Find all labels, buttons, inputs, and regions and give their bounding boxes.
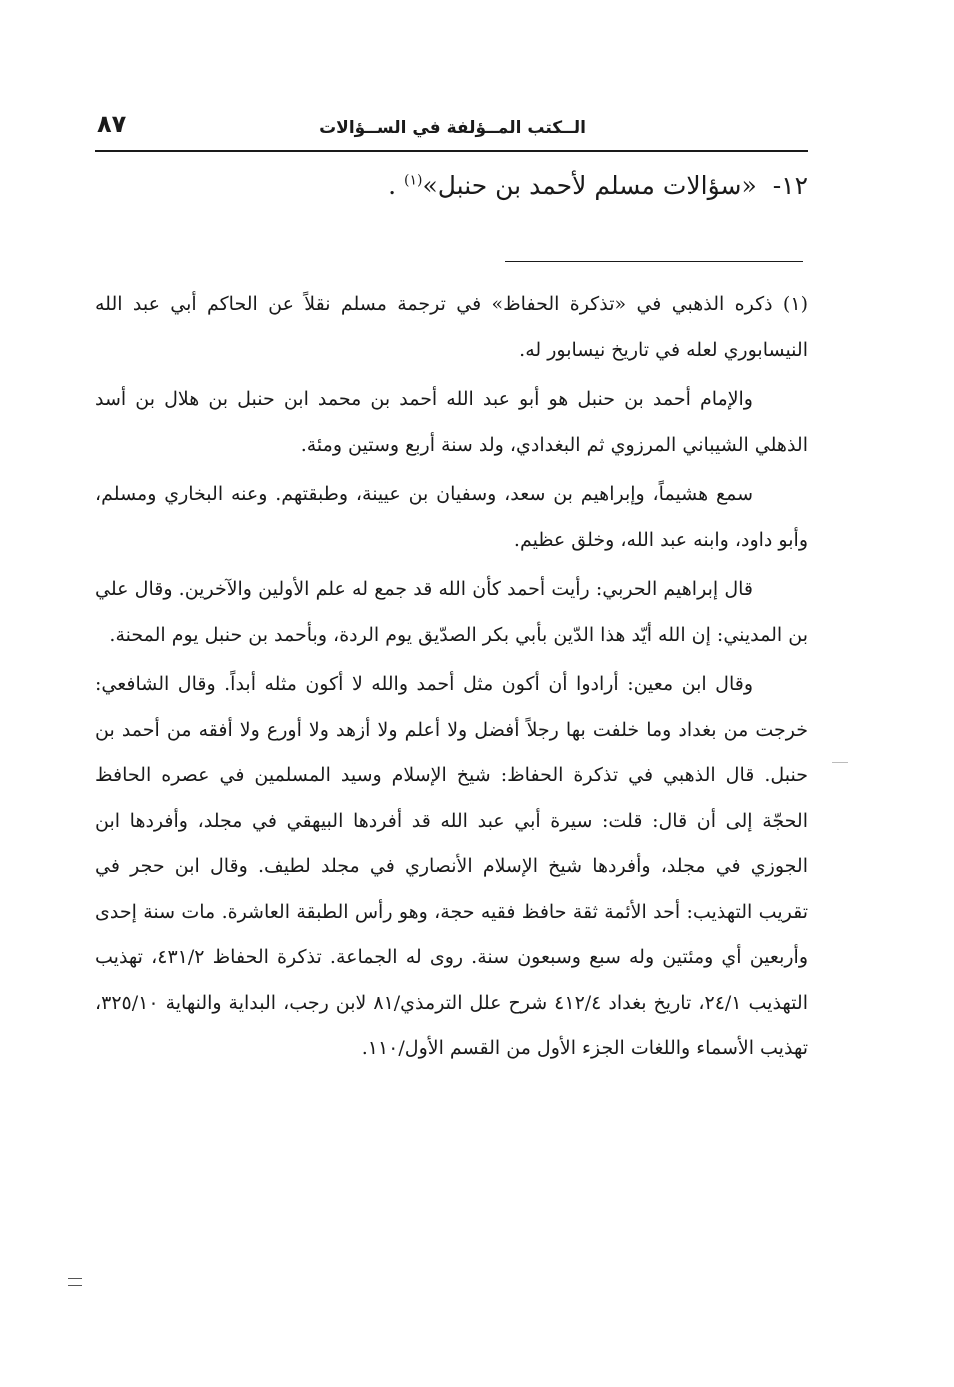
footnote-rule xyxy=(505,261,803,262)
footnote-paragraph: سمع هشيماً، وإبراهيم بن سعد، وسفيان بن عيينة، وطبقتهم. وعنه البخاري ومسلم، وأبو داود، وابنه عبد الله، وخلق عظيم. xyxy=(95,483,808,551)
footnote-paragraph: والإمام أحمد بن حنبل هو أبو عبد الله أحمد بن محمد ابن حنبل بن هلال بن أسد الذهلي الشيباني المرزوي ثم البغدادي، ولد سنة أربع وستين ومئة. xyxy=(95,388,808,456)
entry-end: . xyxy=(388,171,397,200)
margin-tick xyxy=(832,762,848,763)
running-header xyxy=(95,108,808,152)
margin-mark xyxy=(68,1278,82,1286)
entry-12 xyxy=(208,164,808,208)
footnote-reference: (١) xyxy=(403,172,423,189)
footnote-paragraph: (١) ذكره الذهبي في «تذكرة الحفاظ» في ترجمة مسلم نقلاً عن الحاكم أبي عبد الله النيسابوري لعله في تاريخ نيسابور له. xyxy=(95,293,808,361)
footnote-paragraph: قال إبراهيم الحربي: رأيت أحمد كأن الله قد جمع له علم الأولين والآخرين. وقال علي بن المديني: إن الله أيّد هذا الدّين بأبي بكر الصدّيق يوم الردة، وبأحمد بن حنبل يوم المحنة. xyxy=(95,578,808,646)
entry-title: «سؤالات مسلم لأحمد بن حنبل» xyxy=(422,171,757,200)
entry-number: ١٢- xyxy=(772,171,808,200)
running-title: الــكتب المــؤلفة في الســؤالات xyxy=(319,118,586,138)
page-number: ٨٧ xyxy=(97,110,127,138)
header-rule xyxy=(95,150,808,152)
footnote-paragraph: وقال ابن معين: أرادوا أن أكون مثل أحمد والله لا أكون مثله أبداً. وقال الشافعي: خرجت من بغداد وما خلفت بها رجلاً أفضل ولا أعلم ولا أزهد ولا أورع ولا أفقه من أحمد بن حنبل. قال الذهبي في تذكرة الحفاظ: شيخ الإسلام وسيد المسلمين في عصره الحافظ الحجّة إلى أن قال: قلت: سيرة أبي عبد الله قد أفردها البيهقي في مجلد، وأفردها ابن الجوزي في مجلد، وأفردها شيخ الإسلام الأنصاري في مجلد لطيف. وقال ابن حجر في تقريب التهذيب: أحد الأئمة ثقة حافظ فقيه حجة، وهو رأس الطبقة العاشرة. مات سنة إحدى وأربعين أي ومئتين وله سبع وسبعون سنة. روى له الجماعة. تذكرة الحفاظ ٤٣١/٢، تهذيب التهذيب ٢٤/١، تاريخ بغداد ٤١٢/٤ شرح علل الترمذي/٨١ لابن رجب، البداية والنهاية ٣٢٥/١٠، تهذيب الأسماء واللغات الجزء الأول من القسم الأول/١١٠. xyxy=(95,673,808,1059)
footnotes xyxy=(95,282,808,1072)
